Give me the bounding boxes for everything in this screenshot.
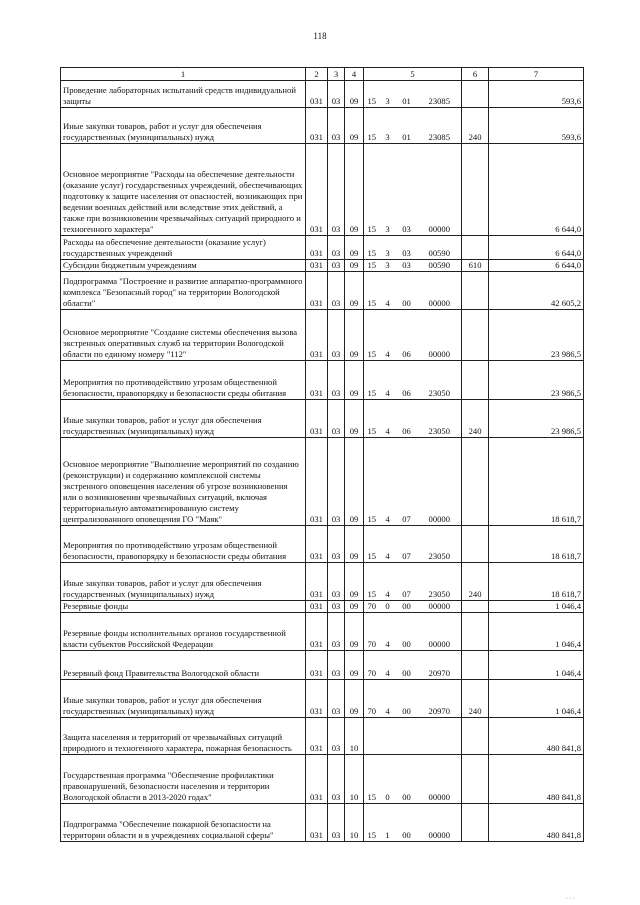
header-col-6: 6	[462, 68, 489, 81]
table-row	[61, 718, 584, 755]
row-col-4: 10	[345, 718, 364, 755]
row-code-event	[396, 718, 418, 755]
row-name: Подпрограмма "Построение и развитие аппаратно-программного комплекса "Безопасный город" на территории Вологодской области"	[61, 272, 306, 310]
row-col-3: 03	[328, 563, 345, 601]
row-code-subprogram: 4	[380, 526, 396, 563]
row-code-subprogram: 4	[380, 680, 396, 718]
row-code-event: 00	[396, 272, 418, 310]
row-name: Субсидии бюджетным учреждениям	[61, 260, 306, 272]
row-col-3: 03	[328, 651, 345, 680]
row-code-event: 00	[396, 651, 418, 680]
row-col-6	[462, 310, 489, 361]
row-code-subprogram: 4	[380, 361, 396, 400]
row-code-direction: 20970	[418, 651, 462, 680]
row-code-event: 00	[396, 601, 418, 613]
row-code-program: 70	[364, 601, 380, 613]
row-col-4: 09	[345, 108, 364, 144]
row-code-program: 15	[364, 526, 380, 563]
row-code-subprogram: 3	[380, 144, 396, 236]
row-amount: 1 046,4	[489, 601, 584, 613]
row-code-event: 03	[396, 260, 418, 272]
table-row	[61, 400, 584, 438]
row-col-4: 09	[345, 310, 364, 361]
row-col-6	[462, 601, 489, 613]
row-code-direction: 23085	[418, 108, 462, 144]
header-col-2: 2	[306, 68, 328, 81]
row-col-6: 240	[462, 680, 489, 718]
row-code-event: 07	[396, 563, 418, 601]
row-col-4: 09	[345, 144, 364, 236]
row-col-2: 031	[306, 272, 328, 310]
row-code-subprogram: 4	[380, 400, 396, 438]
row-col-6: 610	[462, 260, 489, 272]
row-code-direction: 23050	[418, 563, 462, 601]
row-col-6: 240	[462, 563, 489, 601]
row-amount: 593,6	[489, 108, 584, 144]
row-code-program: 15	[364, 144, 380, 236]
row-col-4: 09	[345, 260, 364, 272]
table-row	[61, 526, 584, 563]
row-col-6	[462, 272, 489, 310]
row-amount: 1 046,4	[489, 651, 584, 680]
row-col-6	[462, 718, 489, 755]
row-amount: 6 644,0	[489, 144, 584, 236]
row-col-2: 031	[306, 601, 328, 613]
row-col-3: 03	[328, 526, 345, 563]
row-code-subprogram: 4	[380, 613, 396, 651]
row-amount: 42 605,2	[489, 272, 584, 310]
row-code-direction: 00000	[418, 804, 462, 842]
row-col-2: 031	[306, 144, 328, 236]
footer-mark: · · ·	[566, 896, 575, 902]
page-number: 118	[313, 31, 327, 41]
row-col-4: 09	[345, 400, 364, 438]
row-col-3: 03	[328, 438, 345, 526]
header-col-1: 1	[61, 68, 306, 81]
row-col-6	[462, 144, 489, 236]
row-code-program: 15	[364, 361, 380, 400]
row-col-4: 10	[345, 804, 364, 842]
row-name: Подпрограмма "Обеспечение пожарной безопасности на территории области и в учреждениях социальной сферы"	[61, 804, 306, 842]
row-amount: 1 046,4	[489, 680, 584, 718]
row-col-3: 03	[328, 260, 345, 272]
row-code-program: 15	[364, 81, 380, 108]
row-amount: 593,6	[489, 81, 584, 108]
table-row	[61, 651, 584, 680]
row-col-3: 03	[328, 81, 345, 108]
row-col-6	[462, 651, 489, 680]
row-code-direction: 00000	[418, 144, 462, 236]
row-amount: 480 841,8	[489, 718, 584, 755]
row-name: Иные закупки товаров, работ и услуг для обеспечения государственных (муниципальных) нужд	[61, 680, 306, 718]
row-col-2: 031	[306, 718, 328, 755]
row-amount: 6 644,0	[489, 260, 584, 272]
table-row	[61, 563, 584, 601]
row-name: Защита населения и территорий от чрезвычайных ситуаций природного и техногенного характера, пожарная безопасность	[61, 718, 306, 755]
row-name: Основное мероприятие "Создание системы обеспечения вызова экстренных оперативных служб на территории Вологодской области по единому номеру "112"	[61, 310, 306, 361]
header-row	[61, 68, 584, 81]
row-col-3: 03	[328, 804, 345, 842]
row-code-direction: 00000	[418, 438, 462, 526]
row-code-event: 06	[396, 361, 418, 400]
row-col-6	[462, 236, 489, 260]
row-code-event: 06	[396, 310, 418, 361]
header-col-3: 3	[328, 68, 345, 81]
row-amount: 18 618,7	[489, 526, 584, 563]
header-col-5: 5	[364, 68, 462, 81]
row-code-program: 15	[364, 804, 380, 842]
row-code-event: 07	[396, 438, 418, 526]
row-col-4: 09	[345, 81, 364, 108]
row-col-2: 031	[306, 563, 328, 601]
row-col-2: 031	[306, 260, 328, 272]
row-col-4: 09	[345, 613, 364, 651]
row-col-3: 03	[328, 236, 345, 260]
row-col-3: 03	[328, 718, 345, 755]
row-code-program: 15	[364, 563, 380, 601]
row-code-program: 15	[364, 272, 380, 310]
row-name: Расходы на обеспечение деятельности (оказание услуг) государственных учреждений	[61, 236, 306, 260]
row-amount: 6 644,0	[489, 236, 584, 260]
row-col-3: 03	[328, 272, 345, 310]
row-col-4: 09	[345, 680, 364, 718]
row-code-event: 01	[396, 81, 418, 108]
row-amount: 1 046,4	[489, 613, 584, 651]
row-col-4: 09	[345, 601, 364, 613]
row-col-4: 10	[345, 755, 364, 804]
row-code-subprogram: 4	[380, 651, 396, 680]
row-amount: 18 618,7	[489, 563, 584, 601]
row-name: Мероприятия по противодействию угрозам общественной безопасности, правопорядку и безопасности среды обитания	[61, 526, 306, 563]
row-code-direction: 00000	[418, 613, 462, 651]
row-code-subprogram: 3	[380, 81, 396, 108]
row-code-event: 00	[396, 804, 418, 842]
row-name: Резервный фонд Правительства Вологодской области	[61, 651, 306, 680]
row-col-6	[462, 804, 489, 842]
row-col-4: 09	[345, 272, 364, 310]
row-code-program: 15	[364, 310, 380, 361]
row-col-2: 031	[306, 438, 328, 526]
row-name: Мероприятия по противодействию угрозам общественной безопасности, правопорядку и безопасности среды обитания	[61, 361, 306, 400]
row-code-direction: 23050	[418, 526, 462, 563]
row-code-event: 07	[396, 526, 418, 563]
row-amount: 23 986,5	[489, 400, 584, 438]
row-col-4: 09	[345, 651, 364, 680]
row-col-2: 031	[306, 361, 328, 400]
row-name: Проведение лабораторных испытаний средств индивидуальной защиты	[61, 81, 306, 108]
row-code-event: 01	[396, 108, 418, 144]
row-code-program: 15	[364, 755, 380, 804]
row-amount: 480 841,8	[489, 804, 584, 842]
table-row	[61, 680, 584, 718]
table-row	[61, 804, 584, 842]
table-row	[61, 81, 584, 108]
table-row	[61, 438, 584, 526]
row-col-4: 09	[345, 563, 364, 601]
table-row	[61, 108, 584, 144]
header-col-4: 4	[345, 68, 364, 81]
row-code-subprogram: 4	[380, 563, 396, 601]
row-amount: 18 618,7	[489, 438, 584, 526]
row-code-subprogram: 3	[380, 236, 396, 260]
row-code-direction	[418, 718, 462, 755]
row-code-program: 15	[364, 400, 380, 438]
row-name: Государственная программа "Обеспечение профилактики правонарушений, безопасности населения и территории Вологодской области в 2013-2020 годах"	[61, 755, 306, 804]
row-col-2: 031	[306, 108, 328, 144]
row-code-direction: 00590	[418, 236, 462, 260]
table-row	[61, 272, 584, 310]
row-code-program: 15	[364, 438, 380, 526]
row-name: Основное мероприятие "Выполнение мероприятий по созданию (реконструкции) и содержанию комплексной системы экстренного оповещения населения об угрозе возникновения или о возникновении чрезвычайных ситуаций, включая территориальную автоматизированную систему централизованного оповещения ГО "Маяк"	[61, 438, 306, 526]
row-col-4: 09	[345, 438, 364, 526]
row-col-3: 03	[328, 144, 345, 236]
row-col-6	[462, 361, 489, 400]
row-col-2: 031	[306, 526, 328, 563]
row-col-3: 03	[328, 613, 345, 651]
row-col-4: 09	[345, 361, 364, 400]
row-amount: 23 986,5	[489, 310, 584, 361]
header-col-7: 7	[489, 68, 584, 81]
row-code-subprogram: 0	[380, 601, 396, 613]
row-col-2: 031	[306, 236, 328, 260]
table-row	[61, 755, 584, 804]
row-code-program: 15	[364, 260, 380, 272]
row-col-6	[462, 755, 489, 804]
row-col-2: 031	[306, 804, 328, 842]
row-code-program	[364, 718, 380, 755]
table-row	[61, 361, 584, 400]
row-name: Основное мероприятие "Расходы на обеспечение деятельности (оказание услуг) государственных учреждений, обеспечивающих подготовку к защите населения от опасностей, возникающих при ведении военных действий или вследствие этих действий, а также при возникновении чрезвычайных ситуаций природного и техногенного характера"	[61, 144, 306, 236]
row-col-2: 031	[306, 755, 328, 804]
row-amount: 480 841,8	[489, 755, 584, 804]
row-col-3: 03	[328, 601, 345, 613]
row-code-subprogram: 4	[380, 438, 396, 526]
row-col-6	[462, 613, 489, 651]
row-col-3: 03	[328, 310, 345, 361]
row-code-event: 00	[396, 680, 418, 718]
row-col-4: 09	[345, 526, 364, 563]
row-code-subprogram: 0	[380, 755, 396, 804]
row-col-2: 031	[306, 613, 328, 651]
row-col-6	[462, 526, 489, 563]
row-col-2: 031	[306, 651, 328, 680]
row-code-subprogram: 4	[380, 310, 396, 361]
row-code-program: 70	[364, 680, 380, 718]
row-col-3: 03	[328, 361, 345, 400]
row-col-6	[462, 438, 489, 526]
row-code-event: 06	[396, 400, 418, 438]
row-code-direction: 00590	[418, 260, 462, 272]
row-code-direction: 00000	[418, 601, 462, 613]
row-code-direction: 23050	[418, 361, 462, 400]
row-col-3: 03	[328, 400, 345, 438]
row-col-2: 031	[306, 680, 328, 718]
row-code-subprogram: 4	[380, 272, 396, 310]
row-name: Резервные фонды	[61, 601, 306, 613]
row-code-event: 03	[396, 236, 418, 260]
row-code-direction: 00000	[418, 272, 462, 310]
row-code-subprogram: 3	[380, 108, 396, 144]
row-code-program: 70	[364, 613, 380, 651]
row-code-event: 03	[396, 144, 418, 236]
row-col-4: 09	[345, 236, 364, 260]
row-code-event: 00	[396, 613, 418, 651]
budget-table	[60, 67, 584, 842]
row-code-subprogram: 1	[380, 804, 396, 842]
table-row	[61, 613, 584, 651]
row-code-direction: 23050	[418, 400, 462, 438]
table-row	[61, 310, 584, 361]
row-col-2: 031	[306, 400, 328, 438]
row-code-subprogram: 3	[380, 260, 396, 272]
table-row	[61, 236, 584, 260]
row-code-program: 15	[364, 108, 380, 144]
row-col-3: 03	[328, 680, 345, 718]
table-row	[61, 144, 584, 236]
table-row	[61, 260, 584, 272]
row-col-6	[462, 81, 489, 108]
row-name: Резервные фонды исполнительных органов государственной власти субъектов Российской Федерации	[61, 613, 306, 651]
row-code-direction: 23085	[418, 81, 462, 108]
row-code-direction: 00000	[418, 755, 462, 804]
row-code-subprogram	[380, 718, 396, 755]
row-col-6: 240	[462, 400, 489, 438]
row-col-2: 031	[306, 310, 328, 361]
row-code-event: 00	[396, 755, 418, 804]
row-name: Иные закупки товаров, работ и услуг для обеспечения государственных (муниципальных) нужд	[61, 108, 306, 144]
row-amount: 23 986,5	[489, 361, 584, 400]
row-code-direction: 00000	[418, 310, 462, 361]
row-code-program: 15	[364, 236, 380, 260]
row-col-3: 03	[328, 755, 345, 804]
row-name: Иные закупки товаров, работ и услуг для обеспечения государственных (муниципальных) нужд	[61, 563, 306, 601]
row-code-direction: 20970	[418, 680, 462, 718]
row-code-program: 70	[364, 651, 380, 680]
row-name: Иные закупки товаров, работ и услуг для обеспечения государственных (муниципальных) нужд	[61, 400, 306, 438]
row-col-3: 03	[328, 108, 345, 144]
table-row	[61, 601, 584, 613]
row-col-6: 240	[462, 108, 489, 144]
row-col-2: 031	[306, 81, 328, 108]
